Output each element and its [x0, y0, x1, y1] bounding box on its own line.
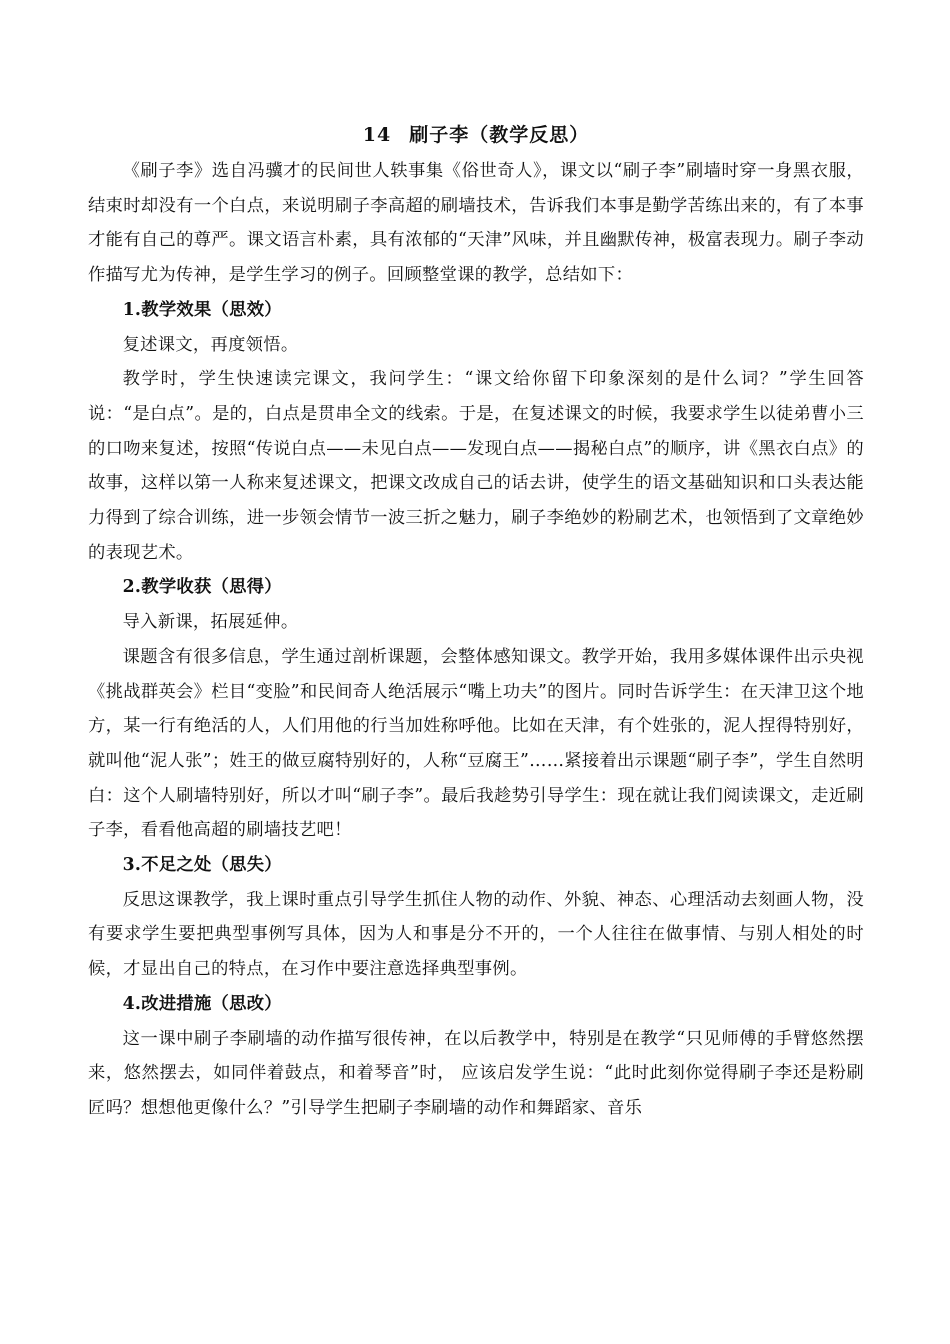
- section-4-heading: 4.改进措施（思改）: [122, 993, 282, 1014]
- title-number: 14: [362, 124, 392, 146]
- section-1-heading: 1.教学效果（思效）: [122, 299, 282, 320]
- document-title: [88, 120, 864, 150]
- section-2-subheading: 导入新课，拓展延伸。: [122, 612, 299, 633]
- section-2-heading: 2.教学收获（思得）: [122, 577, 282, 598]
- intro-paragraph: 《刷子李》选自冯骥才的民间世人轶事集《俗世奇人》，课文以“刷子李”刷墙时穿一身黑衣服，结束时却没有一个白点，来说明刷子李高超的刷墙技术，告诉我们本事是勤学苦练出来的，有了本事才能有自己的尊严。课文语言朴素，具有浓郁的“天津”风味，并且幽默传神，极富表现力。刷子李动作描写尤为传神，是学生学习的例子。回顾整堂课的教学，总结如下：: [88, 161, 864, 286]
- document-page: [88, 120, 864, 1126]
- title-text: 刷子李（教学反思）: [409, 124, 590, 146]
- section-1-body: 教学时，学生快速读完课文，我问学生：“课文给你留下印象深刻的是什么词？”学生回答说：“是白点”。是的，白点是贯串全文的线索。于是，在复述课文的时候，我要求学生以徒弟曹小三的口吻来复述，按照“传说白点——未见白点——发现白点——揭秘白点”的顺序，讲《黑衣白点》的故事，这样以第一人称来复述课文，把课文改成自己的话去讲，使学生的语文基础知识和口头表达能力得到了综合训练，进一步领会情节一波三折之魅力，刷子李绝妙的粉刷艺术，也领悟到了文章绝妙的表现艺术。: [88, 369, 864, 563]
- section-1-subheading: 复述课文，再度领悟。: [122, 334, 299, 355]
- section-3-body: 反思这课教学，我上课时重点引导学生抓住人物的动作、外貌、神态、心理活动去刻画人物，没有要求学生要把典型事例写具体，因为人和事是分不开的，一个人往往在做事情、与别人相处的时候，才显出自己的特点，在习作中要注意选择典型事例。: [88, 889, 864, 980]
- section-2-body: 课题含有很多信息，学生通过剖析课题，会整体感知课文。教学开始，我用多媒体课件出示央视《挑战群英会》栏目“变脸”和民间奇人绝活展示“嘴上功夫”的图片。同时告诉学生：在天津卫这个地方，某一行有绝活的人，人们用他的行当加姓称呼他。比如在天津，有个姓张的，泥人捏得特别好，就叫他“泥人张”；姓王的做豆腐特别好的，人称“豆腐王”……紧接着出示课题“刷子李”，学生自然明白：这个人刷墙特别好，所以才叫“刷子李”。最后我趁势引导学生：现在就让我们阅读课文，走近刷子李，看看他高超的刷墙技艺吧！: [88, 646, 865, 841]
- section-3-heading: 3.不足之处（思失）: [122, 855, 282, 876]
- section-4-body: 这一课中刷子李刷墙的动作描写很传神，在以后教学中，特别是在教学“只见师傅的手臂悠然摆来，悠然摆去，如同伴着鼓点，和着琴音”时， 应该启发学生说：“此时此刻你觉得刷子李还是粉刷匠吗？想想他更像什么？”引导学生把刷子李刷墙的动作和舞蹈家、音乐: [88, 1028, 864, 1118]
